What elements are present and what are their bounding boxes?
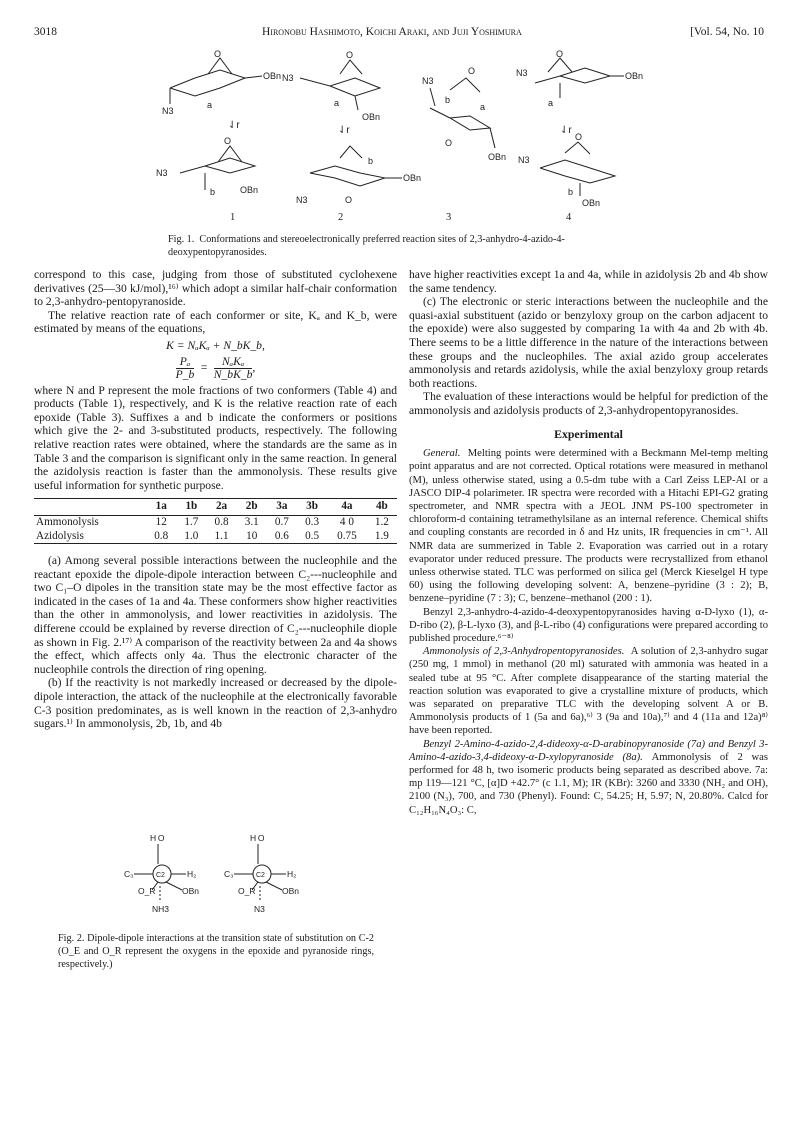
structure-4a bbox=[516, 49, 643, 108]
label-ho: H O bbox=[150, 833, 165, 843]
dipole-diagram-ammonia bbox=[124, 833, 199, 914]
label-o: O bbox=[556, 49, 564, 59]
eq2-rhs-num: NₐKₐ bbox=[214, 356, 253, 369]
ammonolysis-text: A solution of 2,3-anhydro sugar (250 mg, 1 mmol) in methanol (20 ml) saturated with ammonia was heated in a sealed tube at 95 °C. After complete disappearance of the starting material the reaction solution was evaporated to give a crystalline mixture of products, which was separated on preparative TLC with the developing solvent A or B. Ammonolysis products of 1 (5a and 6a),⁶⁾ 3 (9a and 10a),⁷⁾ and 4 (11a and 12a)⁸⁾ have been reported. bbox=[409, 646, 768, 737]
table-cell: 0.8 bbox=[214, 515, 229, 528]
page-number: 3018 bbox=[34, 26, 57, 38]
label-b: b bbox=[568, 187, 574, 197]
compound-text: Ammonolysis of 2 was performed for 48 h, two isomeric products being separated as described above. 7a: mp 119—121 °C, [α]D +42.7° (c 1.1, M); IR (KBr): 3260 and 3330 (NH₂ and OH), 2100 (N₃), 700, and 730 (Phenyl). Found: C, 54.25; H, 5.97; N, 20.80%. Calcd for C₁₂H₁₆N₄O₃: C, bbox=[409, 751, 769, 816]
arrow-2: ⇃r bbox=[338, 125, 350, 136]
label-o: O bbox=[445, 138, 453, 148]
label-n3: N3 bbox=[516, 68, 528, 78]
table-cell: 3.1 bbox=[244, 515, 259, 528]
label-obn: OBn bbox=[403, 173, 422, 183]
label-n3: N3 bbox=[296, 195, 308, 205]
label-n3: N3 bbox=[162, 106, 174, 116]
compound-label-2: 2 bbox=[338, 212, 344, 223]
table-header-cell: 4b bbox=[367, 499, 397, 516]
table-cell: 0.75 bbox=[327, 530, 367, 544]
table-cell: 4 0 bbox=[339, 515, 354, 528]
arrow-4: ⇃r bbox=[560, 125, 572, 136]
label-b: b bbox=[445, 95, 451, 105]
table-header-cell bbox=[34, 499, 146, 516]
table-header-cell: 2b bbox=[237, 499, 267, 516]
label-obn: OBn bbox=[282, 886, 300, 896]
label-a: a bbox=[480, 102, 486, 112]
label-obn: OBn bbox=[488, 152, 507, 162]
table-header-cell: 3b bbox=[297, 499, 327, 516]
table-cell: 0.7 bbox=[274, 515, 289, 528]
compound-label-1: 1 bbox=[230, 212, 236, 223]
label-n3: N3 bbox=[254, 904, 265, 914]
table-cell: 0.6 bbox=[267, 530, 297, 544]
label-ho: H O bbox=[250, 833, 265, 843]
structure-1b bbox=[156, 136, 258, 197]
equation-1: K = NₐKₐ + N_bK_b, bbox=[166, 338, 265, 352]
left-paragraph-3: where N and P represent the mole fractions of two conformers (Table 4) and products (Table 1), respectively, and K is the relative reaction rate of each epoxide (Table 3). Suffixes a and b indicate the conformers or positions which give the 2- and 3-substituted products, respectively. The following relative reaction rates were obtained, where the standards are the same as in Table 3 and the comparison is significant only in the same reaction. In general the azidolysis reaction is faster than the ammonolysis. These results give useful information for synthetic purpose. bbox=[34, 383, 397, 492]
eq2-rhs-den: N_bK_b bbox=[213, 367, 253, 381]
table-row bbox=[34, 515, 397, 529]
label-a: a bbox=[334, 98, 340, 108]
label-obn: OBn bbox=[240, 185, 259, 195]
general-text: Melting points were determined with a Beckmann Mel-temp melting point apparatus and are not corrected. Optical rotations were measured in methanol (M), unless otherwise stated, using a 0.5-dm tube with a Carl Zeiss LEP-Al or a JASCO DIP-4 polarimeter. IR spectra were recorded with a Hitachi EPI-G2 grating spectrometer, and NMR spectra with a JEOL JNM PS-100 spectrometer in chloroform-d containing tetramethylsilane as an internal reference. Chemical shifts and coupling constants are recorded in δ and Hz units, IR frequencies in cm⁻¹. All NMR data are summerized in Table 2. Evaporation was carried out in a rotary evaporator under reduced pressure. The products were recrystallized from ethanol unless otherwise stated. TLC was performed on silica gel (Merck Kieselgel H type 60) using the following developing solvent: A, benzene–pyridine (3 : 2); B, benzene–pyridine (7 : 3); C, benzene–methanol (200 : 1). bbox=[409, 448, 768, 605]
label-a: a bbox=[207, 100, 213, 110]
label-c3: C₃ bbox=[124, 869, 134, 879]
figure-1-caption bbox=[168, 233, 648, 259]
benzyl-paragraph: Benzyl 2,3-anhydro-4-azido-4-deoxypentopyranosides having α-D-lyxo (1), α-D-ribo (2), β-L-lyxo (3), and β-L-ribo (4) configurations were prepared according to published procedure.⁶⁻⁸⁾ bbox=[409, 606, 768, 644]
label-c2: C2 bbox=[156, 872, 165, 879]
left-column bbox=[34, 268, 397, 731]
structure-2b bbox=[296, 146, 421, 205]
label-obn: OBn bbox=[625, 71, 644, 81]
figure-1-caption-text: Conformations and stereoelectronically preferred reaction sites of 2,3-anhydro-4-azido-4-deoxypentopyranosides. bbox=[168, 234, 565, 258]
label-c3: C₃ bbox=[224, 869, 234, 879]
compound-label-4: 4 bbox=[566, 212, 572, 223]
compound-heading: Benzyl 2-Amino-4-azido-2,4-dideoxy-α-D-arabinopyranoside (7a) and Benzyl 3-Amino-4-azido-3,4-dideoxy-α-D-xylopyranoside (8a). bbox=[409, 738, 768, 763]
label-b: b bbox=[368, 156, 374, 166]
table-cell: 10 bbox=[237, 530, 267, 544]
eq2-lhs-num: Pₐ bbox=[176, 356, 195, 369]
figure-1-caption-label: Fig. 1. bbox=[168, 234, 195, 245]
label-obn: OBn bbox=[582, 198, 601, 208]
general-paragraph bbox=[409, 447, 768, 605]
label-n3: N3 bbox=[422, 76, 434, 86]
label-or: O_R bbox=[238, 886, 256, 896]
ammonolysis-heading: Ammonolysis of 2,3-Anhydropentopyranosides. bbox=[423, 646, 625, 658]
label-h2: H₂ bbox=[287, 869, 297, 879]
label-b: b bbox=[210, 187, 216, 197]
table-header-row bbox=[34, 499, 397, 516]
authors: Hironobu Hashimoto, Koichi Araki, and Juji Yoshimura bbox=[262, 26, 522, 38]
label-nh3: NH3 bbox=[152, 904, 170, 914]
table-cell: Azidolysis bbox=[34, 530, 146, 544]
general-heading: General. bbox=[423, 448, 461, 460]
left-paragraph-4: (a) Among several possible interactions between the nucleophile and the reactant epoxide the dipole-dipole interaction between C₂---nucleophile and two C₁–O dipoles in the transition state may be the most effective factor as indicated in the cases of 1a and 4a. These conformers show higher reactivities than the other in ammonolysis, and lower reactivities in azidolysis. The differene ccould be explained by reverse direction of C₂---nucleophile diople as shown in Fig. 2.¹⁷⁾ A comparison of the reactivity between 2a and 4a shows the effect, which affects only 4a. Thus the electronic character of the nucleophile controls the direction of ring opening. bbox=[34, 554, 397, 676]
right-paragraph-3: The evaluation of these interactions would be helpful for prediction of the ammonolysis and azidolysis products of 2,3-anhydropentopyranosides. bbox=[409, 390, 768, 417]
table-cell: 0.5 bbox=[297, 530, 327, 544]
eq2-lhs-den: P_b bbox=[175, 367, 195, 381]
label-a: a bbox=[548, 98, 554, 108]
structure-1a bbox=[162, 49, 281, 116]
label-o: O bbox=[346, 50, 354, 60]
table-header-cell: 1a bbox=[146, 499, 176, 516]
figure-2-caption: Fig. 2. Dipole-dipole interactions at the transition state of substitution on C-2 (O_E and O_R represent the oxygens in the epoxide and pyranoside rings, respectively.) bbox=[58, 933, 374, 970]
ammonolysis-paragraph bbox=[409, 645, 768, 737]
label-c2: C2 bbox=[256, 872, 265, 879]
figure-2-diagram bbox=[124, 830, 334, 930]
compound-label-3: 3 bbox=[446, 212, 452, 223]
label-n3: N3 bbox=[518, 155, 530, 165]
label-obn: OBn bbox=[362, 112, 381, 122]
table-cell: 1.2 bbox=[374, 515, 389, 528]
table-cell: 1.0 bbox=[176, 530, 206, 544]
label-o: O bbox=[224, 136, 232, 146]
label-or: O_R bbox=[138, 886, 156, 896]
structure-3 bbox=[422, 66, 506, 162]
table-cell: 0.3 bbox=[305, 515, 320, 528]
structure-4b bbox=[518, 132, 615, 208]
label-obn: OBn bbox=[182, 886, 200, 896]
left-paragraph-2: The relative reaction rate of each conformer or site, Kₐ and K_b, were estimated by means of the equations, bbox=[34, 308, 397, 336]
left-paragraph-5: (b) If the reactivity is not markedly increased or decreased by the dipole-dipole interaction, the attack of the nucleophile at the electronically favorable C-3 position predominates, as is well known in the reaction of 2,3-anhydro sugars.¹⁾ In ammonolysis, 2b, 1b, and 4b bbox=[34, 676, 397, 731]
compound-paragraph bbox=[409, 738, 768, 817]
arrow-1: ⇃r bbox=[228, 120, 240, 131]
table-cell: 1.9 bbox=[367, 530, 397, 544]
right-paragraph-2: (c) The electronic or steric interactions between the nucleophile and the quasi-axial substituent (azido or benzyloxy group on the carbon adjacent to the epoxide) were also suggested by comparing 1a with 4a and 2b with 4b. There seems to be a little difference in the nature of the interactions between these groups and the nucleophiles. The axial azido group accelerates ammonolysis and retards azidolysis, while the axial benzyloxy group retards both reactions. bbox=[409, 295, 768, 390]
table-row bbox=[34, 530, 397, 544]
label-o: O bbox=[575, 132, 583, 142]
volume-info: [Vol. 54, No. 10 bbox=[690, 26, 764, 38]
right-paragraph-1: have higher reactivities except 1a and 4a, while in azidolysis 2b and 4b show the same tendency. bbox=[409, 268, 768, 295]
label-o: O bbox=[468, 66, 476, 76]
label-h2: H₂ bbox=[187, 869, 197, 879]
table-header-cell: 4a bbox=[327, 499, 367, 516]
table-header-cell: 2a bbox=[206, 499, 236, 516]
label-n3: N3 bbox=[156, 168, 168, 178]
table-cell: 1.1 bbox=[206, 530, 236, 544]
figure-1-structures bbox=[150, 48, 660, 228]
label-obn: OBn bbox=[263, 71, 282, 81]
table-header-cell: 3a bbox=[267, 499, 297, 516]
label-n3: N3 bbox=[282, 73, 294, 83]
table-cell: 12 bbox=[155, 515, 167, 528]
left-paragraph-1: correspond to this case, judging from those of substituted cyclohexene derivatives (25—30 kJ/mol),¹⁶⁾ which adopt a similar half-chair conformation to 2,3-anhydro-pentopyranoside. bbox=[34, 268, 397, 309]
relative-rate-table bbox=[34, 498, 397, 544]
table-cell: 0.8 bbox=[146, 530, 176, 544]
table-cell: Ammonolysis bbox=[36, 515, 99, 528]
dipole-diagram-azide bbox=[224, 833, 299, 914]
structure-2a bbox=[282, 50, 380, 122]
label-o: O bbox=[214, 49, 222, 59]
label-o: O bbox=[345, 195, 353, 205]
section-title-experimental: Experimental bbox=[554, 426, 623, 441]
table-cell: 1.7 bbox=[184, 515, 199, 528]
equation-2: $\frac{\text{Pₐ}}{P\_b}$ = $\frac{\text{NₐKₐ}}{N\_bK\_b}$ , bbox=[175, 354, 256, 381]
running-header bbox=[34, 26, 764, 42]
table-header-cell: 1b bbox=[176, 499, 206, 516]
right-column bbox=[409, 268, 768, 817]
